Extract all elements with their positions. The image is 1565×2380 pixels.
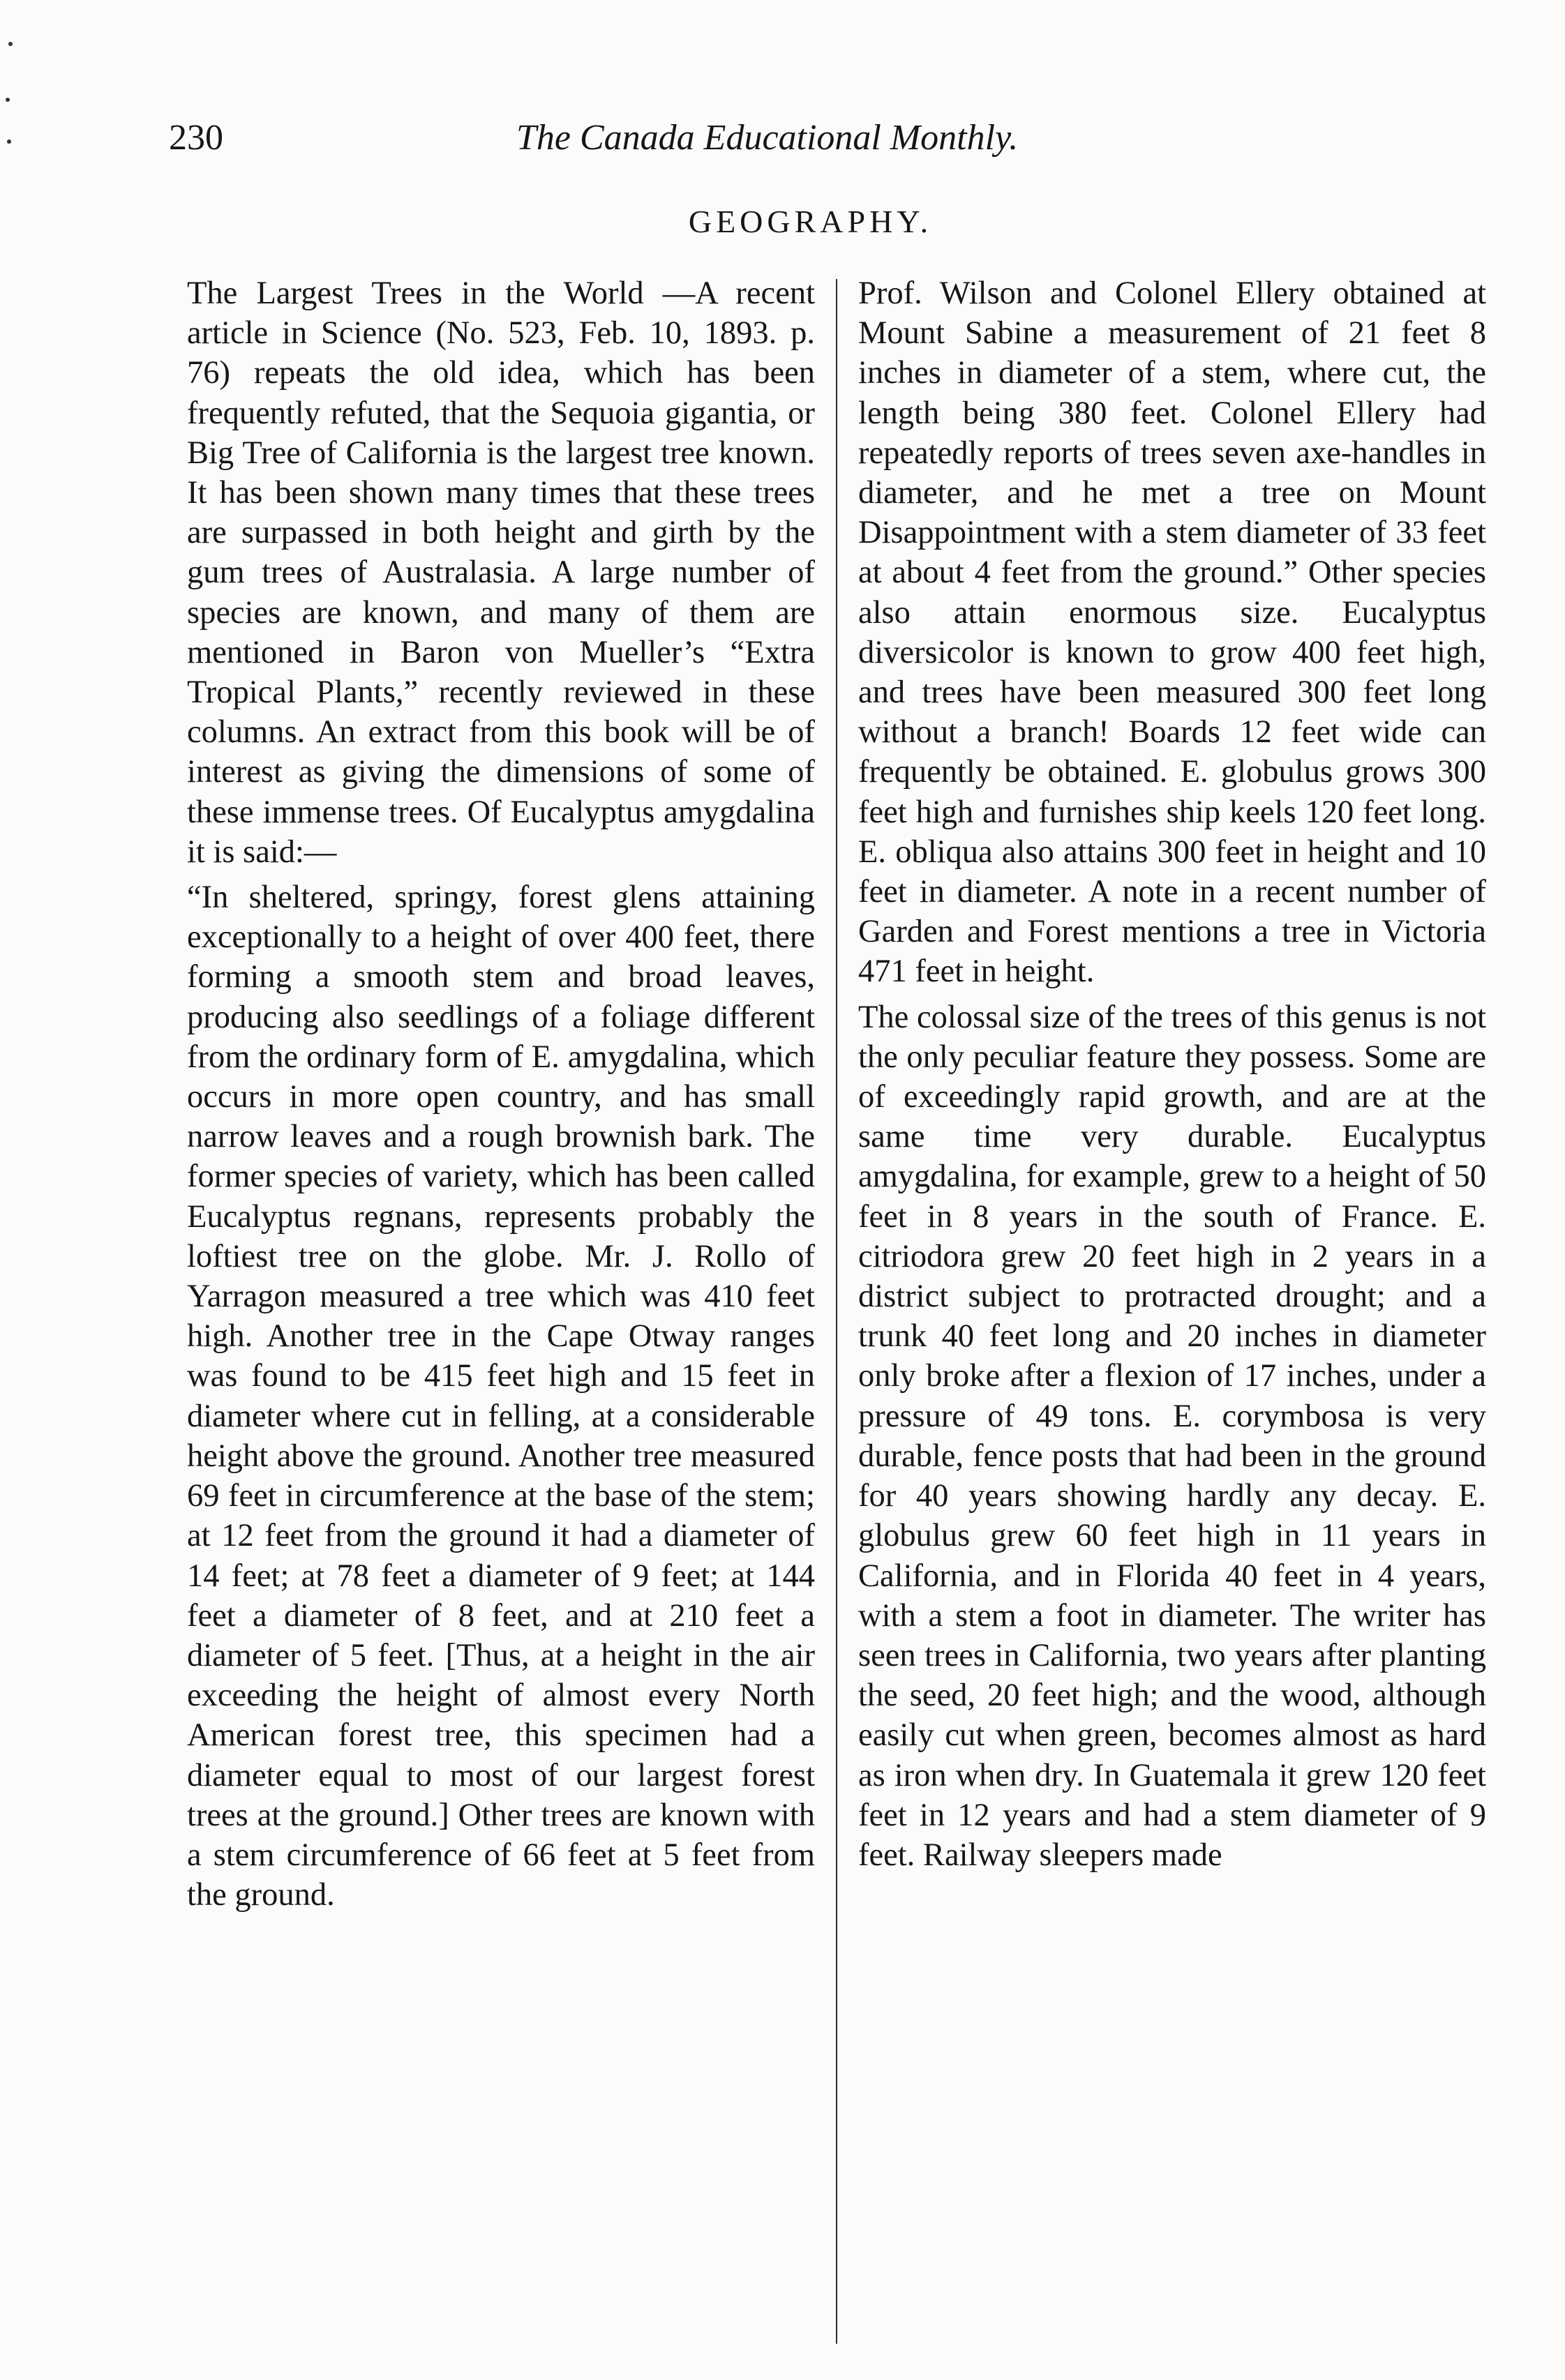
scan-speck — [8, 42, 13, 46]
scan-speck — [6, 98, 10, 102]
page-number: 230 — [169, 118, 223, 158]
scan-speck — [7, 140, 11, 144]
left-paragraph-2: “In sheltered, springy, forest glens attaining exceptionally to a height of over 400 feet, there forming a smooth stem and broad leaves, producing also seedlings of a foliage different from the ordinary form of E. amygdalina, which occurs in more open country, and has small narrow leaves and a rough brownish bark. The former species of variety, which has been called Eucalyptus regnans, represents probably the loftiest tree on the globe. Mr. J. Rollo of Yarragon measured a tree which was 410 feet high. Another tree in the Cape Otway ranges was found to be 415 feet high and 15 feet in diameter where cut in felling, at a considerable height above the ground. Another tree measured 69 feet in circumference at the base of the stem; at 12 feet from the ground it had a diameter of 14 feet; at 78 feet a diameter of 9 feet; at 144 feet a diameter of 8 feet, and at 210 feet a diameter of 5 feet. [Thus, at a height in the air exceeding the height of almost every North American forest tree, this specimen had a diameter equal to most of our largest forest trees at the ground.] Other trees are known with a stem circumference of 66 feet at 5 feet from the ground. — [187, 880, 815, 1913]
right-column — [858, 273, 1486, 1875]
right-paragraph-1: Prof. Wilson and Colonel Ellery obtained at Mount Sabine a measurement of 21 feet 8 inches in diameter of a stem, where cut, the length being 380 feet. Colonel Ellery had repeatedly reports of trees seven axe-handles in diameter, and he met a tree on Mount Disappointment with a stem diameter of 33 feet at about 4 feet from the ground.” Other species also attain enormous size. Eucalyptus diversicolor is known to grow 400 feet high, and trees have been measured 300 feet long without a branch! Boards 12 feet wide can frequently be obtained. E. globulus grows 300 feet high and furnishes ship keels 120 feet long. E. obliqua also attains 300 feet in height and 10 feet in diameter. A note in a recent number of Garden and Forest mentions a tree in Victoria 471 feet in height. — [858, 276, 1486, 990]
left-column — [187, 273, 815, 1915]
column-divider — [836, 279, 837, 2344]
left-paragraph-1: The Largest Trees in the World —A recent article in Science (No. 523, Feb. 10, 1893. p. 76) repeats the old idea, which has been frequently refuted, that the Sequoia gigantia, or Big Tree of California is the largest tree known. It has been shown many times that these trees are surpassed in both height and girth by the gum trees of Australasia. A large number of species are known, and many of them are mentioned in Baron von Mueller’s “Extra Tropical Plants,” recently reviewed in these columns. An extract from this book will be of interest as giving the dimensions of some of these immense trees. Of Eucalyptus amygdalina it is said:— — [187, 276, 815, 870]
right-paragraph-2: The colossal size of the trees of this genus is not the only peculiar feature they possess. Some are of exceedingly rapid growth, and are at the same time very durable. Eucalyptus amygdalina, for example, grew to a height of 50 feet in 8 years in the south of France. E. citriodora grew 20 feet high in 2 years in a district subject to protracted drought; and a trunk 40 feet long and 20 inches in diameter only broke after a flexion of 17 inches, under a pressure of 49 tons. E. corymbosa is very durable, fence posts that had been in the ground for 40 years showing hardly any decay. E. globulus grew 60 feet high in 11 years in California, and in Florida 40 feet in 4 years, with a stem a foot in diameter. The writer has seen trees in California, two years after planting the seed, 20 feet high; and the wood, although easily cut when green, becomes almost as hard as iron when dry. In Guatemala it grew 120 feet feet in 12 years and had a stem diameter of 9 feet. Railway sleepers made — [858, 999, 1486, 1873]
section-heading: GEOGRAPHY. — [688, 204, 933, 239]
running-title: The Canada Educational Monthly. — [516, 118, 1019, 158]
